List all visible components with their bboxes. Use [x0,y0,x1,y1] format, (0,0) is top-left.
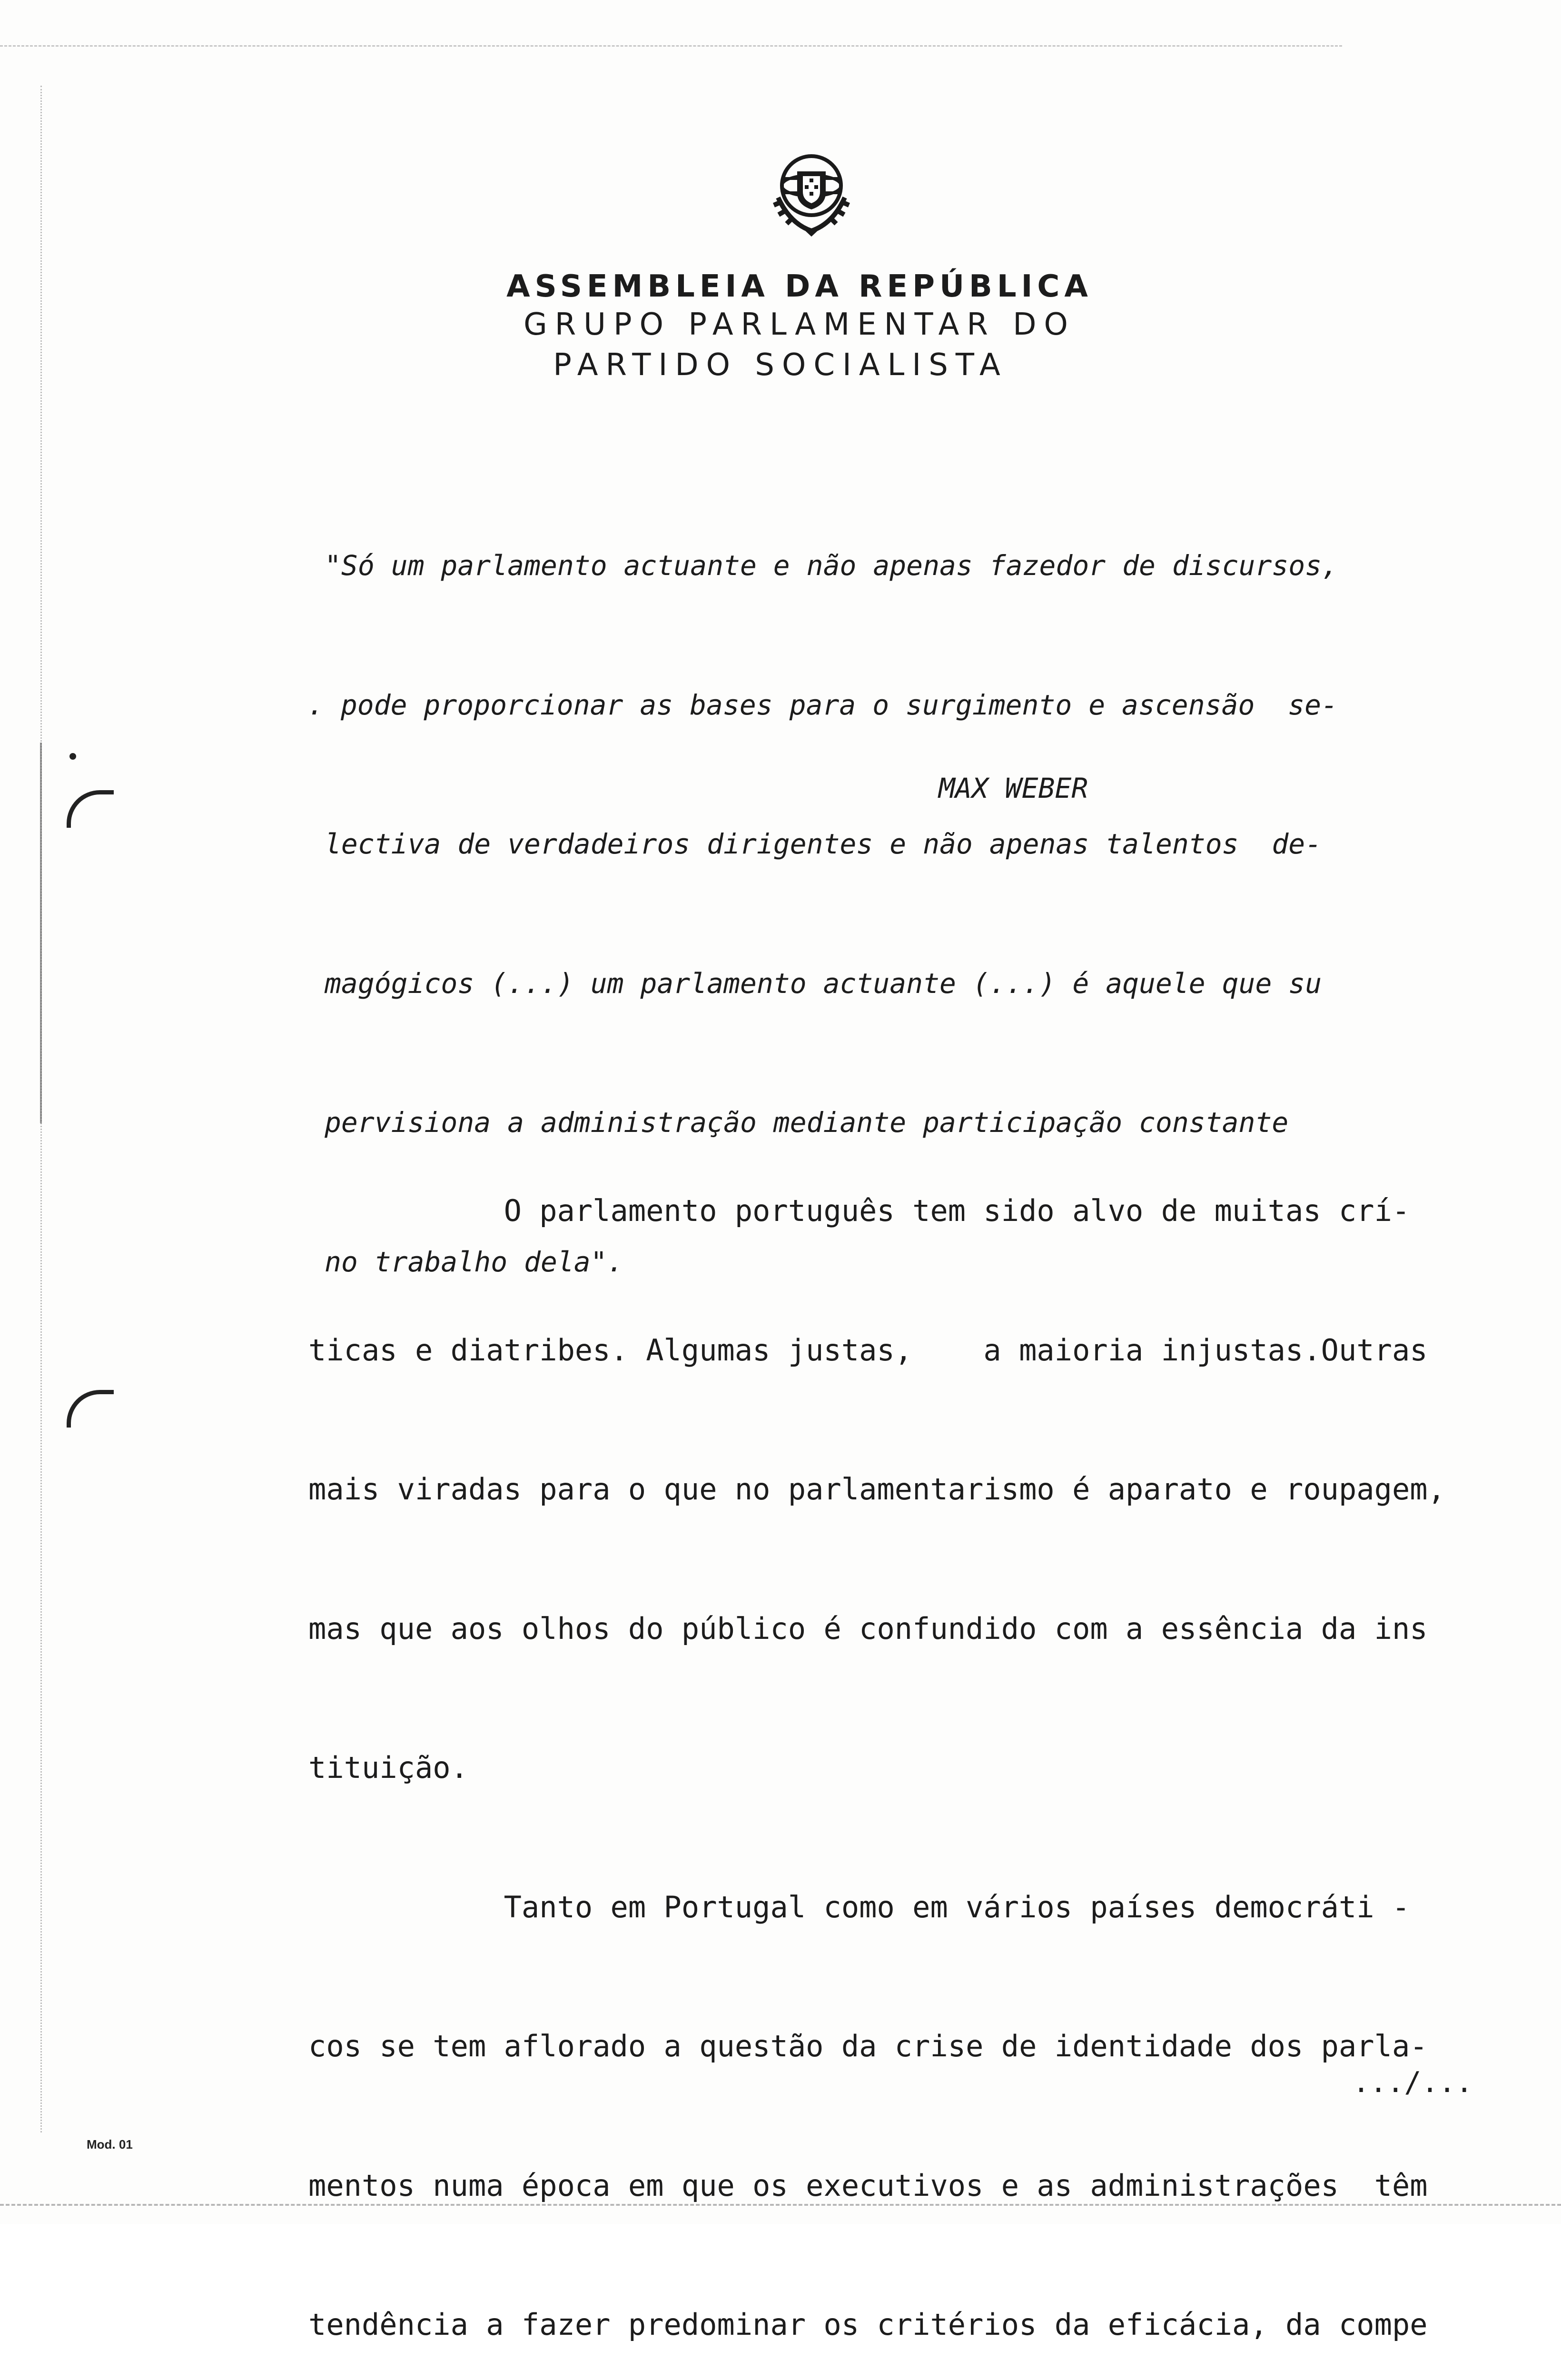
quote-line: . pode proporcionar as bases para o surgimento e ascensão se- [307,688,1338,721]
quote-line: no trabalho dela". [325,1245,624,1278]
body-text [308,1095,1489,2380]
body-line: mas que aos olhos do público é confundido com a essência da ins [308,1611,1428,1646]
scan-edge-top [0,45,1342,47]
header-line-assembly: ASSEMBLEIA DA REPÚBLICA [506,269,1093,304]
scan-speck [69,753,76,760]
form-code: Mod. 01 [87,2137,133,2152]
punch-hole-mark [67,790,114,828]
body-line: tendência a fazer predominar os critérios da eficácia, da compe [308,2307,1428,2342]
quote-line: magógicos (...) um parlamento actuante (...) é aquele que su [325,967,1322,1000]
body-line: cos se tem aflorado a questão da crise de identidade dos parla- [308,2029,1428,2063]
quote-line: "Só um parlamento actuante e não apenas fazedor de discursos, [325,549,1339,582]
body-line: O parlamento português tem sido alvo de muitas crí- [308,1193,1410,1228]
body-line: ticas e diatribes. Algumas justas, a maioria injustas.Outras [308,1332,1428,1368]
scan-margin-line-solid [40,743,42,1123]
body-line: mentos numa época em que os executivos e as administrações têm [308,2168,1428,2203]
header-line-party: PARTIDO SOCIALISTA [553,347,1008,383]
punch-hole-mark [67,1390,114,1428]
quote-line: pervisiona a administração mediante participação constante [325,1106,1289,1139]
quote-author: MAX WEBER [939,772,1088,804]
body-line: mais viradas para o que no parlamentarismo é aparato e roupagem, [308,1472,1445,1507]
coat-of-arms-icon [764,145,859,240]
continuation-mark: .../... [1353,2066,1473,2099]
body-line: Tanto em Portugal como em vários países democráti - [308,1889,1410,1924]
quote-line: lectiva de verdadeiros dirigentes e não apenas talentos de- [325,828,1322,860]
body-line: tituição. [308,1750,468,1785]
header-line-group: GRUPO PARLAMENTAR DO [524,307,1076,342]
